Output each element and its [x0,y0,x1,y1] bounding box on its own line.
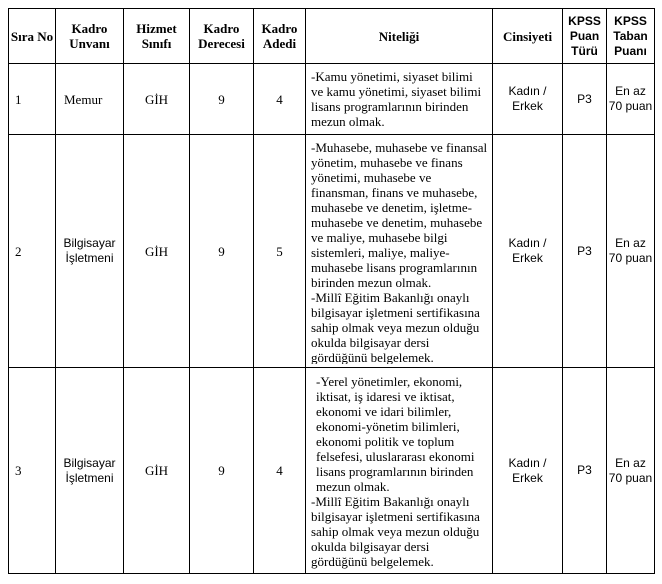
header-kadro-derecesi: Kadro Derecesi [190,9,254,64]
table-row [9,64,655,135]
table-header-row [9,9,655,64]
cell-kpss-puan-turu: P3 [563,135,607,368]
cell-niteligi [306,135,493,368]
nitelik-paragraph: -Millî Eğitim Bakanlığı onaylı bilgisayar işletmeni sertifikasına sahip olmak veya mezun olduğu okulda bilgisayar dersi gördüğünü belgelemek. [311,494,480,569]
header-sira-no: Sıra No [9,9,56,64]
kadro-table [8,8,655,574]
header-kadro-adedi: Kadro Adedi [254,9,306,64]
nitelik-paragraph: -Yerel yönetimler, ekonomi, iktisat, iş idaresi ve iktisat, ekonomi ve idari bilimler, ekonomi-yönetim bilimleri, ekonomi politik ve toplum felsefesi, uluslararası ekonomi lisans programlarının birinden mezun olmak. [316,374,475,494]
header-niteligi: Niteliği [306,9,493,64]
cell-cinsiyeti: Kadın / Erkek [493,64,563,135]
cell-kadro-adedi: 5 [254,135,306,368]
table-row [9,368,655,574]
cell-kadro-derecesi: 9 [190,368,254,574]
header-kadro-unvani: Kadro Unvanı [56,9,124,64]
cell-niteligi [306,368,493,574]
cell-hizmet-sinifi: GİH [124,135,190,368]
cell-kpss-taban-puani: En az 70 puan [607,135,655,368]
cell-cinsiyeti: Kadın / Erkek [493,368,563,574]
cell-kadro-adedi: 4 [254,368,306,574]
cell-kadro-adedi: 4 [254,64,306,135]
cell-niteligi [306,64,493,135]
header-kpss-puan-turu: KPSS Puan Türü [563,9,607,64]
header-cinsiyeti: Cinsiyeti [493,9,563,64]
table-row [9,135,655,368]
cell-kadro-unvani: Bilgisayar İşletmeni [56,368,124,574]
cell-kpss-puan-turu: P3 [563,64,607,135]
header-kpss-taban-puani: KPSS Taban Puanı [607,9,655,64]
cell-hizmet-sinifi: GİH [124,368,190,574]
document-page [8,8,655,574]
cell-kadro-unvani: Bilgisayar İşletmeni [56,135,124,368]
cell-kadro-derecesi: 9 [190,64,254,135]
cell-cinsiyeti: Kadın / Erkek [493,135,563,368]
cell-hizmet-sinifi: GİH [124,64,190,135]
cell-kpss-taban-puani: En az 70 puan [607,64,655,135]
cell-sira-no: 2 [9,135,56,368]
cell-kadro-unvani: Memur [56,64,124,135]
nitelik-paragraph: -Muhasebe, muhasebe ve finansal yönetim, muhasebe ve finans yönetimi, muhasebe ve finansman, finans ve muhasebe, muhasebe ve denetim, işletme-muhasebe ve denetim, muhasebe ve maliye, muhasebe bilgi sistemleri, maliye, maliye-muhasebe lisans programlarının birinden mezun olmak. [311,140,488,290]
cell-sira-no: 1 [9,64,56,135]
cell-kpss-puan-turu: P3 [563,368,607,574]
header-hizmet-sinifi: Hizmet Sınıfı [124,9,190,64]
cell-kadro-derecesi: 9 [190,135,254,368]
cell-kpss-taban-puani: En az 70 puan [607,368,655,574]
cell-sira-no: 3 [9,368,56,574]
nitelik-paragraph: -Kamu yönetimi, siyaset bilimi ve kamu yönetimi, siyaset bilimi lisans programlarının birinden mezun olmak. [311,69,482,129]
nitelik-paragraph: -Millî Eğitim Bakanlığı onaylı bilgisayar işletmeni sertifikasına sahip olmak veya mezun olduğu okulda bilgisayar dersi gördüğünü belgelemek. [311,290,480,364]
